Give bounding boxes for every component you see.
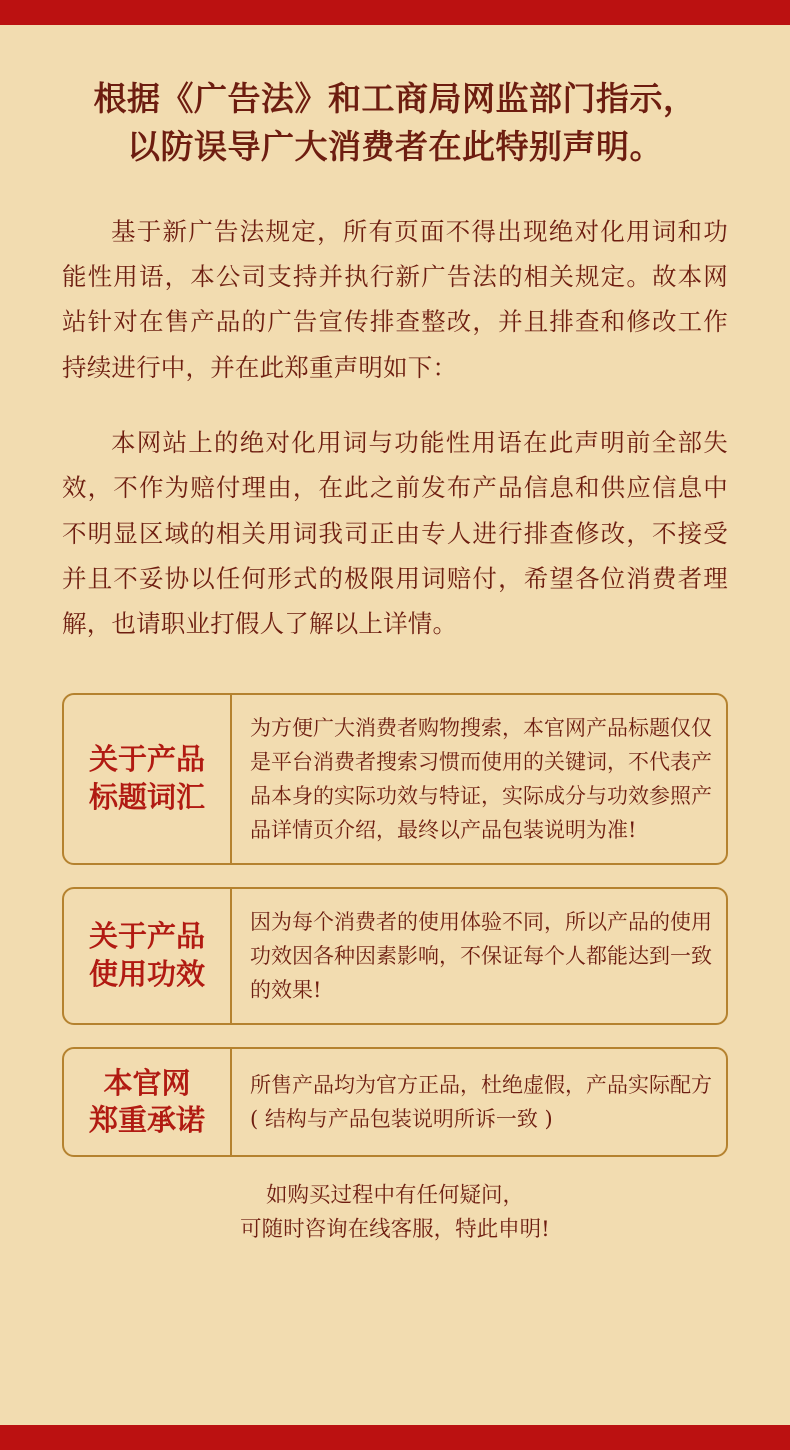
statement-card-body: 所售产品均为官方正品，杜绝虚假，产品实际配方( 结构与产品包装说明所诉一致 ) — [250, 1072, 712, 1131]
statement-card-title-line-1: 本官网 — [103, 1065, 191, 1100]
footer-line-2: 可随时咨询在线客服，特此申明! — [240, 1217, 550, 1243]
statement-card-title-line-2: 郑重承诺 — [88, 1102, 205, 1137]
statement-card-body: 因为每个消费者的使用体验不同，所以产品的使用功效因各种因素影响，不保证每个人都能达到一致的效果! — [250, 909, 712, 1002]
statement-cards — [62, 693, 728, 1157]
footer-note — [62, 1179, 728, 1248]
statement-card — [62, 693, 728, 865]
statement-card — [62, 1047, 728, 1157]
statement-card-title-line-1: 关于产品 — [88, 919, 205, 954]
statement-card-title-line-1: 关于产品 — [88, 742, 205, 777]
statement-card-title — [64, 889, 232, 1023]
paragraph-one: 基于新广告法规定，所有页面不得出现绝对化用词和功能性用语，本公司支持并执行新广告法的相关规定。故本网站针对在售产品的广告宣传排查整改，并且排查和修改工作持续进行中，并在此郑重声明如下： — [62, 216, 728, 382]
statement-card-title-line-2: 标题词汇 — [88, 779, 205, 814]
page-title — [62, 75, 728, 171]
statement-card-body: 为方便广大消费者购物搜索，本官网产品标题仅仅是平台消费者搜索习惯而使用的关键词，不代表产品本身的实际功效与特证，实际成分与功效参照产品详情页介绍，最终以产品包装说明为准! — [250, 715, 712, 842]
paragraph-two: 本网站上的绝对化用词与功能性用语在此声明前全部失效，不作为赔付理由，在此之前发布产品信息和供应信息中不明显区域的相关用词我司正由专人进行排查修改，不接受并且不妥协以任何形式的极限用词赔付，希望各位消费者理解，也请职业打假人了解以上详情。 — [62, 427, 728, 639]
disclaimer-panel — [0, 25, 790, 1425]
statement-card-title — [64, 1049, 232, 1155]
page-title-line-2: 以防误导广大消费者在此特别声明。 — [127, 126, 663, 166]
footer-line-1: 如购买过程中有任何疑问， — [265, 1182, 524, 1208]
statement-card — [62, 887, 728, 1025]
statement-card-title-line-2: 使用功效 — [88, 956, 205, 991]
statement-card-title — [64, 695, 232, 863]
page-title-line-1: 根据《广告法》和工商局网监部门指示， — [93, 79, 697, 118]
